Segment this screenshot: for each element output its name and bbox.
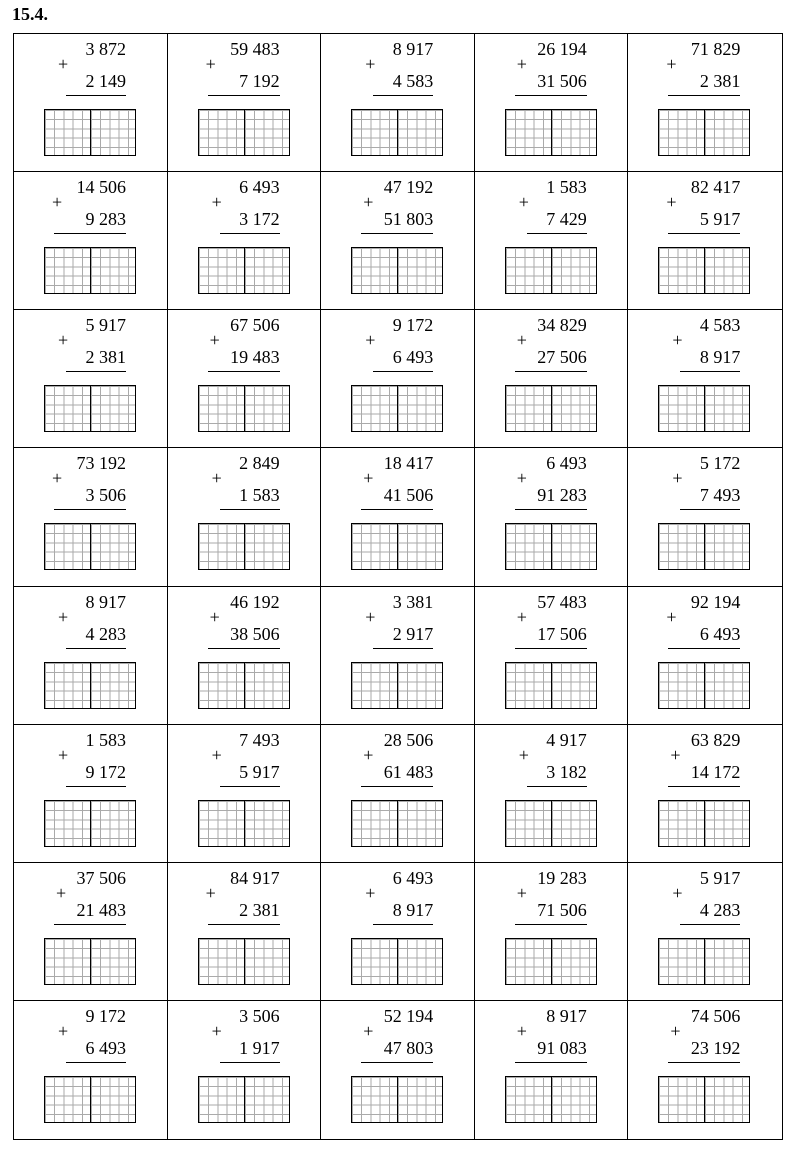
- sum-line: [361, 509, 433, 510]
- answer-grid[interactable]: [505, 385, 597, 432]
- problem-cell: [14, 172, 168, 310]
- problem-cell: [628, 172, 782, 310]
- plus-sign: +: [666, 606, 677, 627]
- plus-sign: +: [516, 1020, 527, 1041]
- plus-sign: +: [209, 330, 220, 351]
- addend-top: 47 192: [383, 177, 434, 198]
- problem-cell: [321, 587, 475, 725]
- answer-grid[interactable]: [351, 247, 443, 294]
- answer-grid[interactable]: [351, 662, 443, 709]
- addend-top: 52 194: [383, 1005, 434, 1026]
- sum-line: [220, 233, 280, 234]
- addition-problem: [168, 174, 321, 242]
- plus-sign: +: [365, 54, 376, 74]
- problem-cell: [168, 1001, 322, 1139]
- sum-line: [515, 95, 587, 96]
- addend-top: 26 194: [537, 39, 587, 59]
- addend-top: 4 583: [699, 315, 741, 336]
- plus-sign: +: [672, 330, 683, 351]
- problem-cell: [475, 310, 629, 448]
- answer-grid[interactable]: [44, 385, 136, 432]
- problem-cell: [628, 587, 782, 725]
- addend-bottom: 14 172: [690, 761, 741, 782]
- addition-problem: [628, 312, 782, 380]
- sum-line: [373, 95, 433, 96]
- problem-cell: [628, 310, 782, 448]
- addend-top: 28 506: [383, 729, 434, 750]
- addition-problem: [628, 174, 782, 242]
- sum-line: [515, 371, 587, 372]
- addend-top: 34 829: [537, 315, 587, 336]
- answer-grid[interactable]: [658, 523, 750, 570]
- sum-line: [54, 509, 126, 510]
- answer-grid[interactable]: [44, 938, 136, 985]
- addend-top: 6 493: [392, 867, 434, 888]
- sum-line: [668, 233, 740, 234]
- plus-sign: +: [516, 882, 527, 903]
- addend-top: 14 506: [76, 177, 126, 198]
- addition-problem: [14, 312, 167, 380]
- addend-top: 84 917: [230, 867, 280, 888]
- addend-bottom: 7 429: [546, 209, 587, 230]
- plus-sign: +: [211, 1020, 222, 1041]
- problem-cell: [168, 172, 322, 310]
- sum-line: [668, 95, 740, 96]
- addend-bottom: 51 803: [383, 209, 434, 230]
- addend-bottom: 91 083: [537, 1037, 587, 1058]
- sum-line: [515, 1062, 587, 1063]
- answer-grid[interactable]: [505, 523, 597, 570]
- addend-bottom: 3 182: [546, 761, 587, 782]
- problem-cell: [475, 1001, 629, 1139]
- problem-cell: [321, 863, 475, 1001]
- sum-line: [208, 95, 280, 96]
- answer-grid[interactable]: [198, 1076, 290, 1123]
- addend-top: 67 506: [230, 315, 280, 336]
- answer-grid[interactable]: [505, 109, 597, 156]
- sum-line: [54, 924, 126, 925]
- addend-bottom: 1 583: [239, 485, 280, 506]
- answer-grid[interactable]: [198, 800, 290, 847]
- problem-cell: [628, 863, 782, 1001]
- addend-top: 6 493: [546, 453, 587, 474]
- addition-problem: [321, 312, 474, 380]
- plus-sign: +: [672, 468, 683, 489]
- addition-problem: [628, 36, 782, 104]
- addend-bottom: 71 506: [537, 899, 587, 920]
- answer-grid[interactable]: [44, 109, 136, 156]
- problem-cell: [321, 310, 475, 448]
- sum-line: [66, 648, 126, 649]
- answer-grid[interactable]: [658, 385, 750, 432]
- addition-problem: [168, 36, 321, 104]
- sum-line: [220, 786, 280, 787]
- addend-bottom: 41 506: [383, 485, 434, 506]
- problem-cell: [14, 863, 168, 1001]
- addend-bottom: 6 493: [699, 623, 741, 644]
- plus-sign: +: [58, 54, 69, 74]
- problem-cell: [475, 172, 629, 310]
- problem-cell: [168, 34, 322, 172]
- answer-grid[interactable]: [658, 1076, 750, 1123]
- addend-top: 73 192: [76, 453, 126, 474]
- addend-bottom: 31 506: [537, 71, 587, 91]
- plus-sign: +: [52, 468, 63, 489]
- sum-line: [54, 233, 126, 234]
- addition-problem: [475, 450, 628, 518]
- sum-line: [66, 371, 126, 372]
- addend-top: 6 493: [239, 177, 280, 198]
- problem-cell: [168, 310, 322, 448]
- plus-sign: +: [205, 54, 216, 74]
- answer-grid[interactable]: [505, 662, 597, 709]
- plus-sign: +: [516, 468, 527, 489]
- addition-problem: [628, 1003, 782, 1071]
- addition-problem: [321, 727, 474, 795]
- sum-line: [66, 95, 126, 96]
- addend-bottom: 4 283: [85, 623, 126, 644]
- problem-cell: [321, 1001, 475, 1139]
- problem-cell: [168, 448, 322, 586]
- addend-bottom: 38 506: [230, 623, 280, 644]
- plus-sign: +: [516, 54, 527, 74]
- addend-top: 9 172: [85, 1005, 126, 1026]
- answer-grid[interactable]: [351, 109, 443, 156]
- addend-top: 71 829: [690, 39, 741, 59]
- addend-top: 57 483: [537, 591, 587, 612]
- addend-bottom: 4 583: [392, 71, 434, 91]
- addend-bottom: 2 917: [392, 623, 434, 644]
- addition-problem: [14, 36, 167, 104]
- problem-cell: [475, 863, 629, 1001]
- sum-line: [668, 786, 740, 787]
- sum-line: [361, 786, 433, 787]
- addend-bottom: 7 192: [239, 71, 280, 91]
- addition-problem: [628, 450, 782, 518]
- addend-top: 63 829: [690, 729, 741, 750]
- addition-problem: [168, 312, 321, 380]
- sum-line: [208, 371, 280, 372]
- addend-top: 92 194: [690, 591, 741, 612]
- plus-sign: +: [516, 330, 527, 351]
- addition-problem: [321, 865, 474, 933]
- problem-cell: [321, 448, 475, 586]
- problem-cell: [628, 1001, 782, 1139]
- addend-bottom: 2 381: [699, 71, 741, 91]
- problem-cell: [168, 725, 322, 863]
- plus-sign: +: [670, 1020, 681, 1041]
- addend-top: 18 417: [383, 453, 434, 474]
- sum-line: [373, 924, 433, 925]
- problem-cell: [628, 725, 782, 863]
- addition-problem: [168, 1003, 321, 1071]
- addition-problem: [628, 727, 782, 795]
- addition-problem: [628, 589, 782, 657]
- addend-top: 4 917: [546, 729, 587, 750]
- answer-grid[interactable]: [198, 938, 290, 985]
- plus-sign: +: [211, 468, 222, 489]
- answer-grid[interactable]: [198, 247, 290, 294]
- sum-line: [220, 1062, 280, 1063]
- problem-cell: [168, 863, 322, 1001]
- problem-cell: [475, 587, 629, 725]
- problem-cell: [321, 34, 475, 172]
- addend-bottom: 17 506: [537, 623, 587, 644]
- answer-grid[interactable]: [198, 109, 290, 156]
- problem-grid: [13, 33, 783, 1140]
- plus-sign: +: [365, 606, 376, 627]
- addition-problem: [14, 174, 167, 242]
- problem-cell: [321, 725, 475, 863]
- addend-bottom: 91 283: [537, 485, 587, 506]
- answer-grid[interactable]: [198, 385, 290, 432]
- answer-grid[interactable]: [505, 1076, 597, 1123]
- plus-sign: +: [211, 744, 222, 765]
- sum-line: [680, 371, 740, 372]
- addend-bottom: 3 172: [239, 209, 280, 230]
- addend-bottom: 9 283: [85, 209, 126, 230]
- addition-problem: [14, 1003, 167, 1071]
- plus-sign: +: [58, 606, 69, 627]
- addend-top: 37 506: [76, 867, 126, 888]
- answer-grid[interactable]: [351, 1076, 443, 1123]
- sum-line: [66, 786, 126, 787]
- addend-top: 59 483: [230, 39, 280, 59]
- problem-cell: [14, 34, 168, 172]
- answer-grid[interactable]: [505, 938, 597, 985]
- plus-sign: +: [58, 330, 69, 351]
- problem-cell: [475, 34, 629, 172]
- addition-problem: [168, 727, 321, 795]
- plus-sign: +: [666, 54, 677, 74]
- addend-bottom: 27 506: [537, 347, 587, 368]
- addition-problem: [475, 312, 628, 380]
- sum-line: [515, 924, 587, 925]
- addition-problem: [168, 450, 321, 518]
- sum-line: [527, 233, 587, 234]
- plus-sign: +: [363, 468, 374, 489]
- addend-bottom: 9 172: [85, 761, 126, 782]
- addend-top: 46 192: [230, 591, 280, 612]
- plus-sign: +: [363, 192, 374, 213]
- addend-top: 19 283: [537, 867, 587, 888]
- addend-top: 3 506: [239, 1005, 280, 1026]
- problem-cell: [14, 587, 168, 725]
- answer-grid[interactable]: [44, 247, 136, 294]
- plus-sign: +: [205, 882, 216, 903]
- answer-grid[interactable]: [658, 109, 750, 156]
- answer-grid[interactable]: [44, 662, 136, 709]
- answer-grid[interactable]: [505, 247, 597, 294]
- plus-sign: +: [56, 882, 67, 903]
- problem-cell: [14, 448, 168, 586]
- sum-line: [527, 786, 587, 787]
- problem-cell: [628, 448, 782, 586]
- answer-grid[interactable]: [198, 523, 290, 570]
- answer-grid[interactable]: [658, 662, 750, 709]
- plus-sign: +: [363, 1020, 374, 1041]
- plus-sign: +: [518, 192, 529, 213]
- addend-bottom: 4 283: [699, 899, 741, 920]
- problem-cell: [14, 310, 168, 448]
- sum-line: [361, 1062, 433, 1063]
- addend-bottom: 6 493: [85, 1037, 126, 1058]
- addition-problem: [14, 727, 167, 795]
- answer-grid[interactable]: [44, 523, 136, 570]
- problem-cell: [14, 725, 168, 863]
- addend-bottom: 2 381: [239, 899, 280, 920]
- addend-top: 8 917: [392, 39, 434, 59]
- sum-line: [515, 648, 587, 649]
- addition-problem: [475, 1003, 628, 1071]
- sum-line: [66, 1062, 126, 1063]
- plus-sign: +: [672, 882, 683, 903]
- addition-problem: [321, 36, 474, 104]
- addend-top: 3 381: [392, 591, 434, 612]
- addend-bottom: 23 192: [690, 1037, 741, 1058]
- addition-problem: [475, 865, 628, 933]
- plus-sign: +: [516, 606, 527, 627]
- addition-problem: [14, 450, 167, 518]
- addend-bottom: 8 917: [392, 899, 434, 920]
- addition-problem: [628, 865, 782, 933]
- plus-sign: +: [363, 744, 374, 765]
- addition-problem: [168, 865, 321, 933]
- sum-line: [680, 509, 740, 510]
- addend-top: 9 172: [392, 315, 434, 336]
- answer-grid[interactable]: [44, 800, 136, 847]
- sum-line: [220, 509, 280, 510]
- addend-bottom: 5 917: [699, 209, 741, 230]
- addition-problem: [321, 174, 474, 242]
- sum-line: [208, 924, 280, 925]
- answer-grid[interactable]: [351, 938, 443, 985]
- addend-top: 5 917: [85, 315, 126, 336]
- plus-sign: +: [670, 744, 681, 765]
- plus-sign: +: [58, 744, 69, 765]
- addend-top: 1 583: [546, 177, 587, 198]
- addition-problem: [475, 36, 628, 104]
- exercise-number: 15.4.: [12, 4, 48, 24]
- addend-top: 2 849: [239, 453, 280, 474]
- addend-top: 5 172: [699, 453, 741, 474]
- addition-problem: [321, 589, 474, 657]
- addend-bottom: 7 493: [699, 485, 741, 506]
- plus-sign: +: [666, 192, 677, 213]
- addend-bottom: 2 381: [85, 347, 126, 368]
- answer-grid[interactable]: [505, 800, 597, 847]
- answer-grid[interactable]: [351, 800, 443, 847]
- answer-grid[interactable]: [351, 385, 443, 432]
- addition-problem: [168, 589, 321, 657]
- sum-line: [373, 371, 433, 372]
- addend-bottom: 3 506: [85, 485, 126, 506]
- sum-line: [515, 509, 587, 510]
- addend-top: 1 583: [85, 729, 126, 750]
- plus-sign: +: [209, 606, 220, 627]
- answer-grid[interactable]: [658, 247, 750, 294]
- problem-cell: [168, 587, 322, 725]
- addend-bottom: 21 483: [76, 899, 126, 920]
- plus-sign: +: [365, 330, 376, 351]
- addend-top: 7 493: [239, 729, 280, 750]
- addend-bottom: 2 149: [85, 71, 126, 91]
- problem-cell: [475, 725, 629, 863]
- addend-bottom: 8 917: [699, 347, 741, 368]
- sum-line: [361, 233, 433, 234]
- addend-bottom: 19 483: [230, 347, 280, 368]
- addend-bottom: 61 483: [383, 761, 434, 782]
- sum-line: [208, 648, 280, 649]
- addend-top: 74 506: [690, 1005, 741, 1026]
- answer-grid[interactable]: [44, 1076, 136, 1123]
- addend-top: 3 872: [85, 39, 126, 59]
- problem-cell: [14, 1001, 168, 1139]
- addition-problem: [14, 589, 167, 657]
- answer-grid[interactable]: [658, 800, 750, 847]
- addend-bottom: 1 917: [239, 1037, 280, 1058]
- addition-problem: [475, 727, 628, 795]
- addend-bottom: 5 917: [239, 761, 280, 782]
- plus-sign: +: [518, 744, 529, 765]
- plus-sign: +: [365, 882, 376, 903]
- addend-top: 82 417: [690, 177, 741, 198]
- problem-cell: [628, 34, 782, 172]
- addend-top: 8 917: [546, 1005, 587, 1026]
- addition-problem: [321, 1003, 474, 1071]
- sum-line: [668, 648, 740, 649]
- addition-problem: [321, 450, 474, 518]
- sum-line: [680, 924, 740, 925]
- plus-sign: +: [58, 1020, 69, 1041]
- answer-grid[interactable]: [198, 662, 290, 709]
- addend-bottom: 6 493: [392, 347, 434, 368]
- plus-sign: +: [211, 192, 222, 213]
- addition-problem: [475, 174, 628, 242]
- addend-top: 8 917: [85, 591, 126, 612]
- problem-cell: [321, 172, 475, 310]
- addition-problem: [475, 589, 628, 657]
- plus-sign: +: [52, 192, 63, 213]
- sum-line: [373, 648, 433, 649]
- answer-grid[interactable]: [658, 938, 750, 985]
- addition-problem: [14, 865, 167, 933]
- problem-cell: [475, 448, 629, 586]
- addend-bottom: 47 803: [383, 1037, 434, 1058]
- answer-grid[interactable]: [351, 523, 443, 570]
- sum-line: [668, 1062, 740, 1063]
- addend-top: 5 917: [699, 867, 741, 888]
